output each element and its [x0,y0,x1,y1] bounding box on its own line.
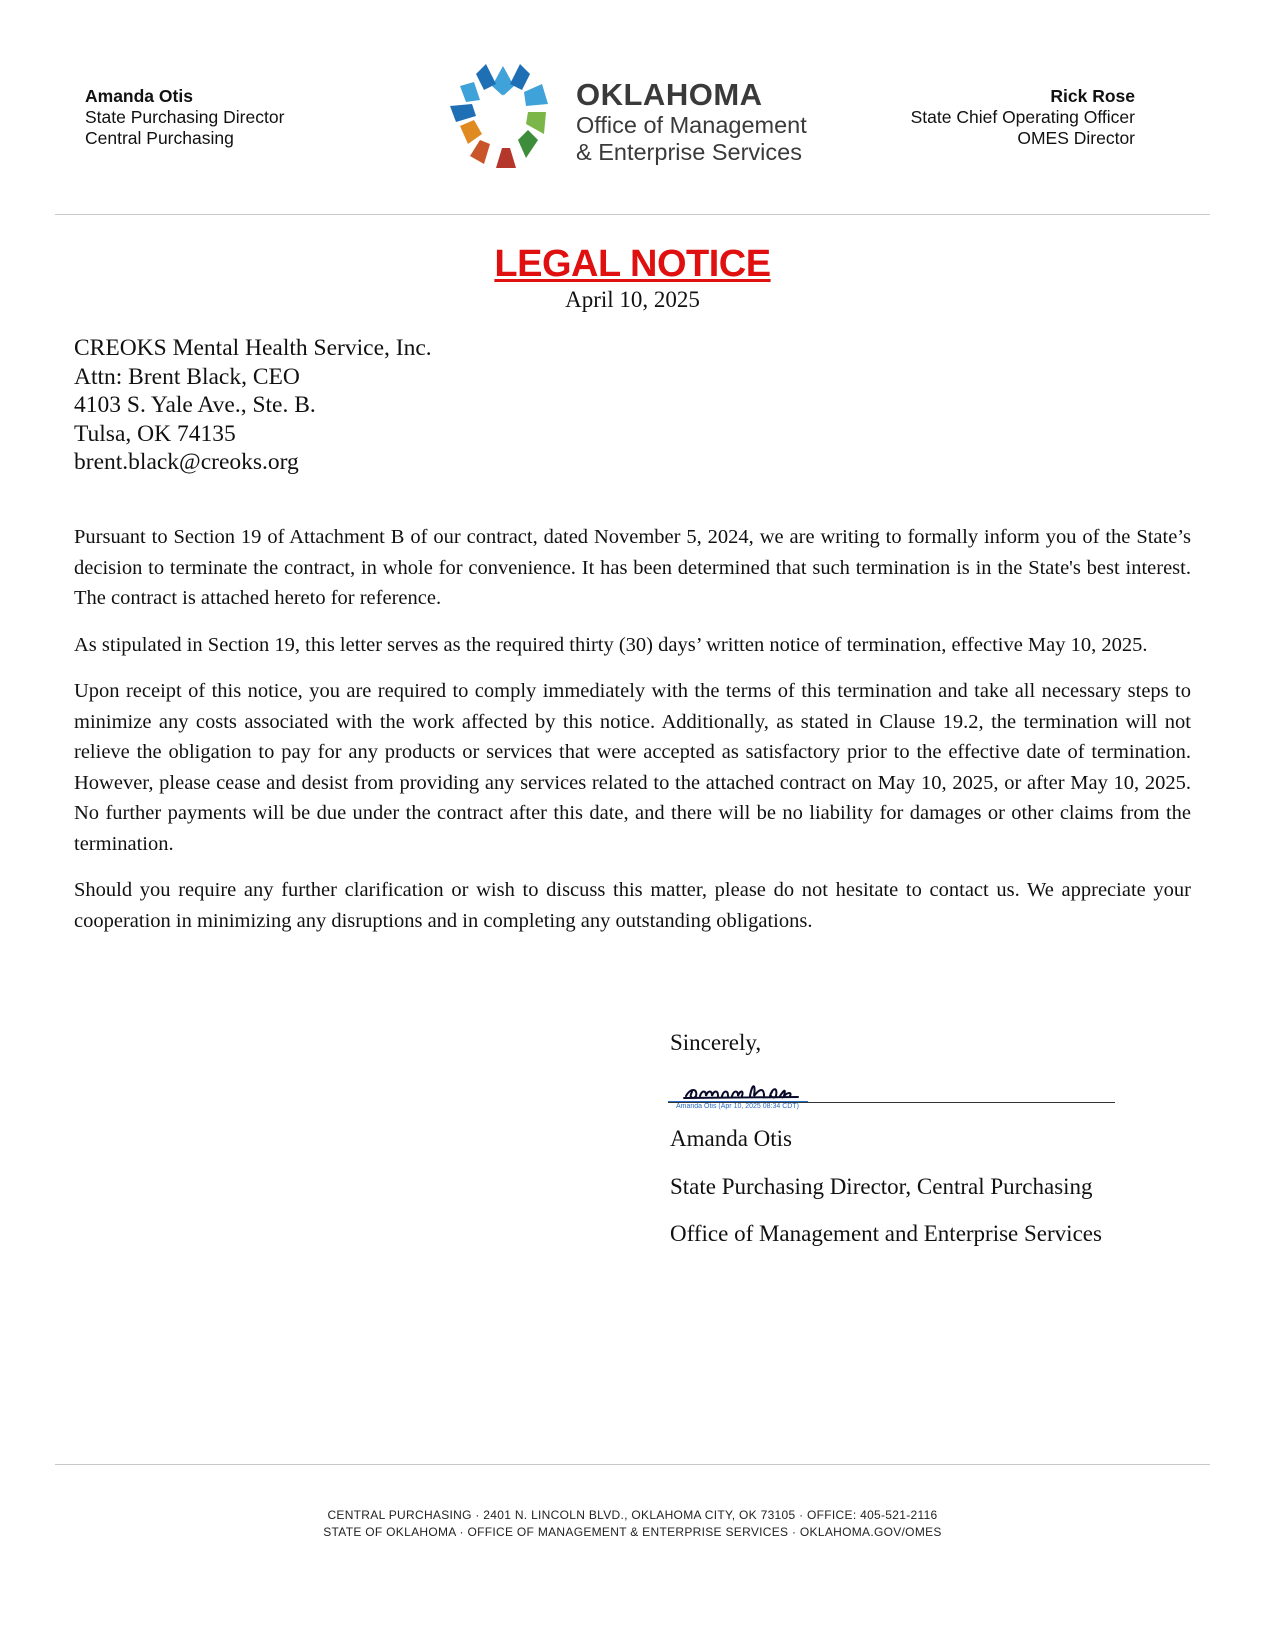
logo-text [576,78,807,166]
recipient-address [74,334,432,477]
closing: Sincerely, [670,1030,762,1055]
recipient-city: Tulsa, OK 74135 [74,420,236,447]
star-logo-icon [446,60,560,174]
right-contact-name: Rick Rose [1050,86,1135,106]
signer-org: Office of Management and Enterprise Services [670,1221,1102,1246]
left-contact-dept: Central Purchasing [85,128,234,148]
right-contact-dept: OMES Director [1017,128,1135,148]
recipient-attn: Attn: Brent Black, CEO [74,363,300,390]
header-left-contact [85,86,284,149]
header-right-contact [911,86,1135,149]
notice-title [0,243,1265,286]
left-contact-name: Amanda Otis [85,86,193,106]
handwritten-signature-icon [680,1074,820,1104]
logo-line-1: Office of Management [576,112,807,138]
signer-title: State Purchasing Director, Central Purchasing [670,1174,1093,1199]
right-contact-title: State Chief Operating Officer [910,107,1135,127]
signature-area [668,1070,1118,1114]
body-paragraph-1: Pursuant to Section 19 of Attachment B of our contract, dated November 5, 2024, we are writing to formally inform you of the State’s decision to terminate the contract, in whole for convenience. It has been determined that such termination is in the State's best interest. The contract is attached hereto for reference. [74,526,1191,609]
logo-line-2: & Enterprise Services [576,139,802,165]
body-paragraph-4: Should you require any further clarification or wish to discuss this matter, please do not hesitate to contact us. We appreciate your cooperation in minimizing any disruptions and in completing any outstanding obligations. [74,879,1191,932]
left-contact-title: State Purchasing Director [85,107,285,127]
omes-logo [446,60,846,180]
footer-line-2: STATE OF OKLAHOMA · OFFICE OF MANAGEMENT & ENTERPRISE SERVICES · OKLAHOMA.GOV/OMES [323,1525,942,1539]
signer-name: Amanda Otis [670,1126,793,1151]
notice-date: April 10, 2025 [565,287,700,312]
notice-title-text: LEGAL NOTICE [494,243,771,285]
body-paragraph-2: As stipulated in Section 19, this letter serves as the required thirty (30) days’ written notice of termination, effective May 10, 2025. [74,633,1148,656]
recipient-org: CREOKS Mental Health Service, Inc. [74,335,432,361]
letter-body [74,522,1191,952]
signature-timestamp: Amanda Otis (Apr 10, 2025 08:34 CDT) [676,1103,799,1110]
recipient-street: 4103 S. Yale Ave., Ste. B. [74,392,316,418]
body-paragraph-3: Upon receipt of this notice, you are required to comply immediately with the terms of this termination and take all necessary steps to minimize any costs associated with the work affected by this notice. Additionally, as stated in Clause 19.2, the termination will not relieve the obligation to pay for any products or services that were accepted as satisfactory prior to the effective date of termination. However, please cease and desist from providing any services related to the attached contract on May 10, 2025, or after May 10, 2025. No further payments will be due under the contract after this date, and there will be no liability for damages or other claims from the termination. [74,680,1191,855]
header-divider [55,214,1210,215]
footer-divider [55,1464,1210,1465]
recipient-email: brent.black@creoks.org [74,449,299,475]
logo-title: OKLAHOMA [576,77,763,112]
footer-line-1: CENTRAL PURCHASING · 2401 N. LINCOLN BLVD., OKLAHOMA CITY, OK 73105 · OFFICE: 405-521-2116 [327,1508,938,1522]
